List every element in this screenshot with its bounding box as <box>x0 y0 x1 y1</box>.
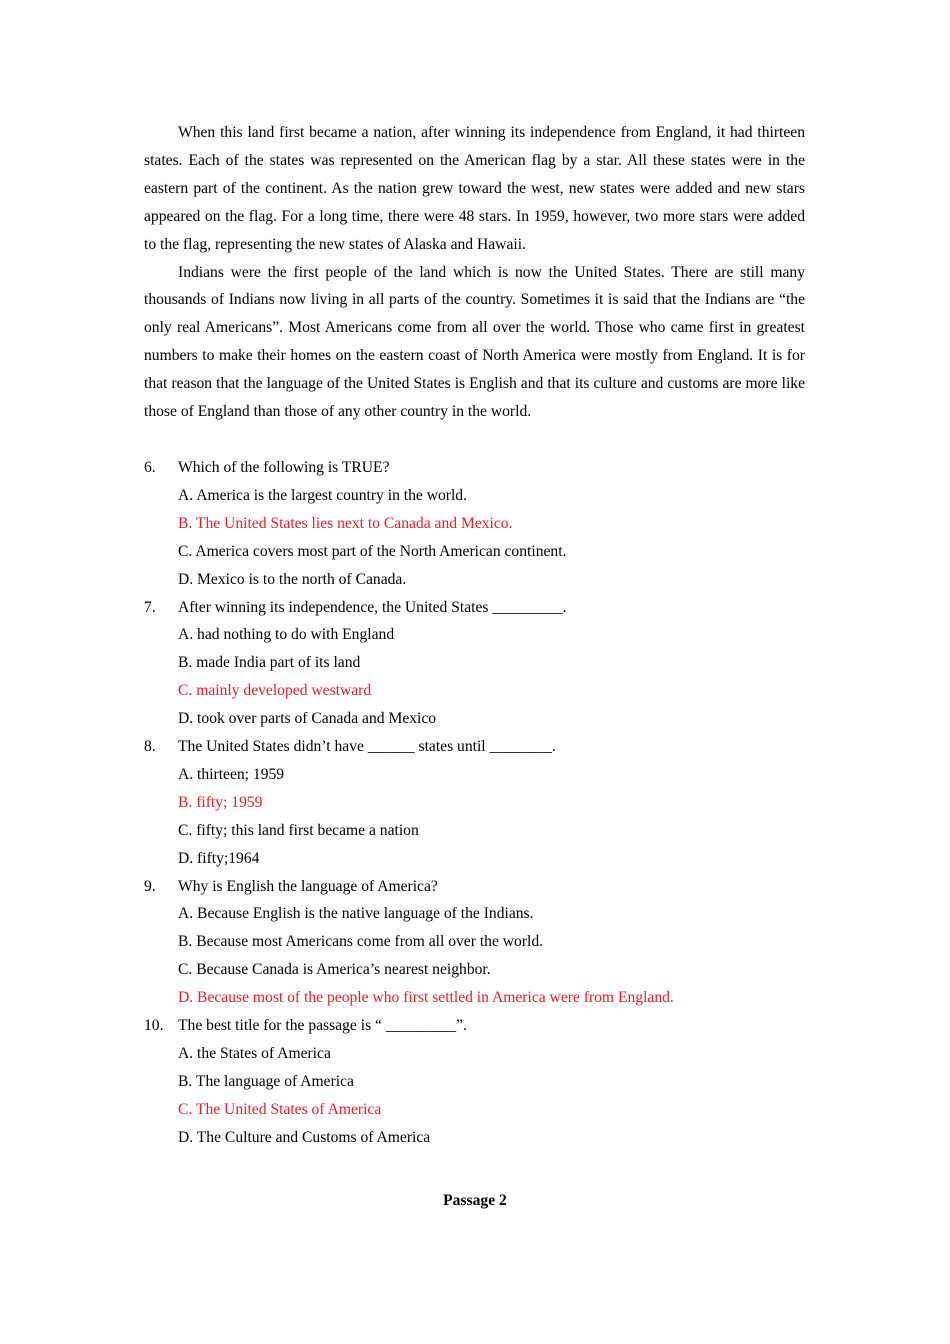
option-d-correct: D. Because most of the people who first settled in America were from England. <box>178 989 674 1007</box>
question-text: Which of the following is TRUE? <box>178 458 390 476</box>
option-b: B. made India part of its land <box>178 654 361 672</box>
option-b: B. The language of America <box>178 1072 354 1090</box>
option-b: B. Because most Americans come from all over the world. <box>178 933 544 951</box>
option-c-correct: C. The United States of America <box>178 1100 382 1118</box>
question-number: 7. <box>144 598 156 616</box>
question-number: 9. <box>144 877 156 895</box>
question-text: Why is English the language of America? <box>178 877 438 895</box>
passage-2-heading: Passage 2 <box>443 1192 507 1209</box>
option-a: A. America is the largest country in the world. <box>178 486 467 504</box>
question-8 <box>144 733 805 873</box>
question-stem <box>144 733 805 761</box>
option-a: A. Because English is the native language of the Indians. <box>178 905 534 923</box>
option-a: A. the States of America <box>178 1045 331 1062</box>
section-spacer <box>144 426 805 454</box>
question-9 <box>144 873 805 1013</box>
question-10 <box>144 1012 805 1152</box>
question-list <box>144 454 805 1152</box>
passage-paragraph-1: When this land first became a nation, after winning its independence from England, it had thirteen states. Each of the states was represented on the American flag by a star. All these states were in the eastern part of the continent. As the nation grew toward the west, new states were added and new stars appeared on the flag. For a long time, there were 48 stars. In 1959, however, two more stars were added to the flag, representing the new states of Alaska and Hawaii. <box>144 124 805 253</box>
question-text: The best title for the passage is “ _________”. <box>178 1017 467 1035</box>
question-stem <box>144 1012 805 1040</box>
option-c-correct: C. mainly developed westward <box>178 682 372 700</box>
question-number: 10. <box>144 1017 164 1035</box>
option-c: C. Because Canada is America’s nearest neighbor. <box>178 961 491 979</box>
question-text: The United States didn’t have ______ states until ________. <box>178 738 556 756</box>
question-stem <box>144 594 805 622</box>
option-d: D. Mexico is to the north of Canada. <box>178 570 407 588</box>
option-d: D. fifty;1964 <box>178 849 260 867</box>
option-c: C. fifty; this land first became a nation <box>178 821 419 839</box>
option-d: D. The Culture and Customs of America <box>178 1128 431 1146</box>
question-number: 6. <box>144 458 156 476</box>
option-a: A. had nothing to do with England <box>178 626 395 644</box>
question-6 <box>144 454 805 594</box>
question-stem <box>144 454 805 482</box>
option-b-correct: B. fifty; 1959 <box>178 793 263 811</box>
question-number: 8. <box>144 738 156 756</box>
option-a: A. thirteen; 1959 <box>178 765 285 783</box>
option-c: C. America covers most part of the North American continent. <box>178 542 567 560</box>
question-stem <box>144 873 805 901</box>
question-7 <box>144 594 805 734</box>
question-text: After winning its independence, the United States _________. <box>178 598 567 616</box>
option-d: D. took over parts of Canada and Mexico <box>178 710 437 728</box>
passage-paragraph-2: Indians were the first people of the land which is now the United States. There are still many thousands of Indians now living in all parts of the country. Sometimes it is said that the Indians are “the only real Americans”. Most Americans come from all over the world. Those who came first in greatest numbers to make their homes on the eastern coast of North America were mostly from England. It is for that reason that the language of the United States is English and that its culture and customs are more like those of England than those of any other country in the world. <box>144 263 805 421</box>
option-b-correct: B. The United States lies next to Canada and Mexico. <box>178 514 513 532</box>
